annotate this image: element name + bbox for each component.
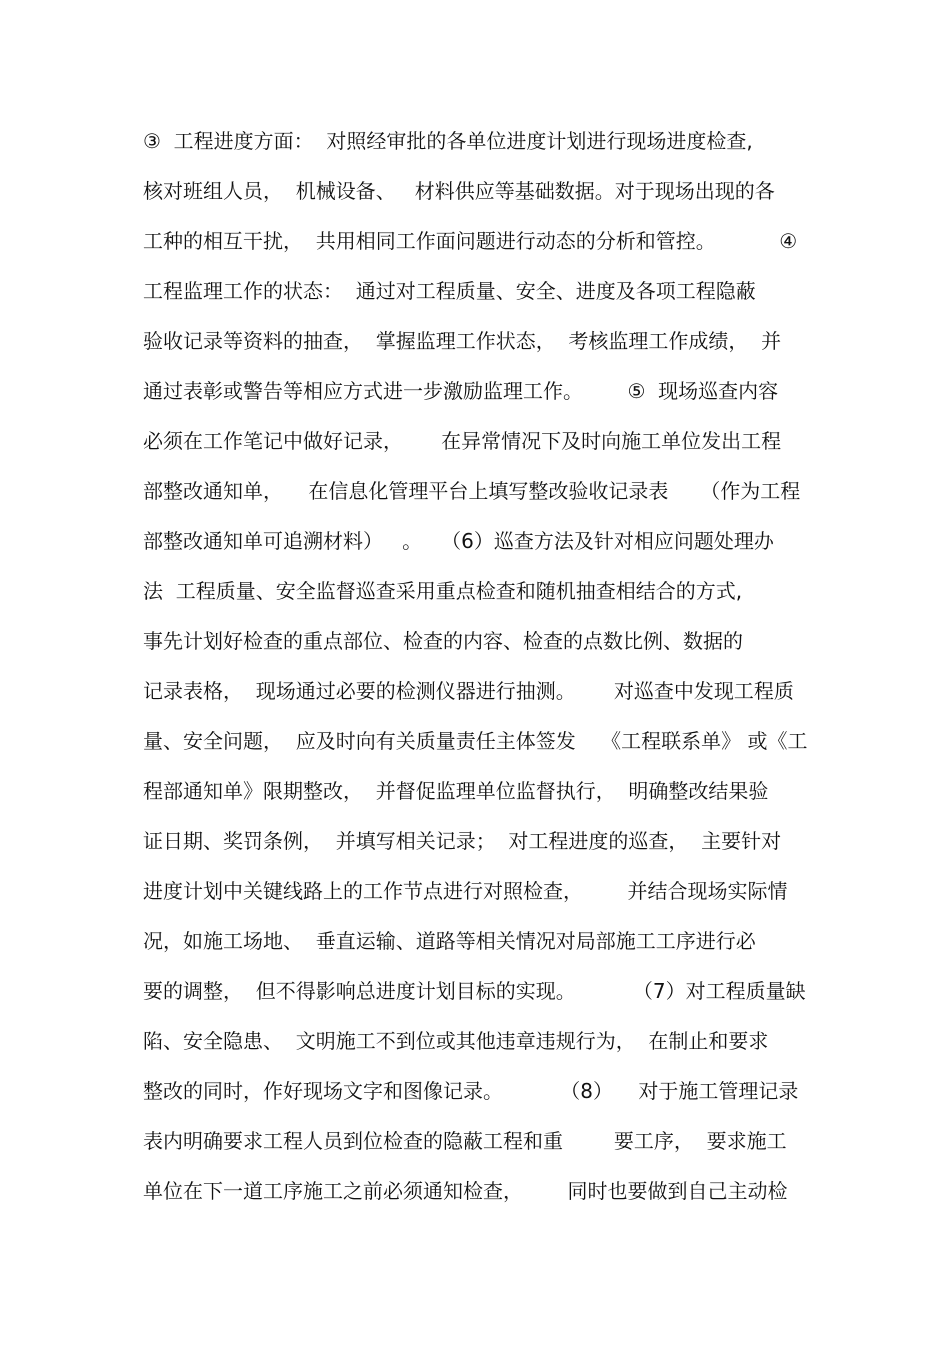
text-line: 部整改通知单， 在信息化管理平台上填写整改验收记录表 （作为工程 [143, 479, 801, 503]
text-line: 核对班组人员， 机械设备、 材料供应等基础数据。对于现场出现的各 [143, 179, 775, 203]
text-line: 整改的同时，作好现场文字和图像记录。 （8） 对于施工管理记录 [143, 1079, 799, 1103]
text-line: 法 工程质量、安全监督巡查采用重点检查和随机抽查相结合的方式, [143, 579, 743, 603]
text-line: ③ 工程进度方面： 对照经审批的各单位进度计划进行现场进度检查, [143, 129, 753, 153]
text-line: 部整改通知单可追溯材料） 。 （6）巡查方法及针对相应问题处理办 [143, 529, 774, 553]
text-line: 要的调整， 但不得影响总进度计划目标的实现。 （7）对工程质量缺 [143, 979, 806, 1003]
text-line: 通过表彰或警告等相应方式进一步激励监理工作。 ⑤ 现场巡查内容 [143, 379, 779, 403]
text-line: 工程监理工作的状态： 通过对工程质量、安全、进度及各项工程隐蔽 [143, 279, 756, 303]
text-line: 进度计划中关键线路上的工作节点进行对照检查， 并结合现场实际情 [143, 879, 788, 903]
text-line: 事先计划好检查的重点部位、检查的内容、检查的点数比例、数据的 [143, 629, 743, 653]
text-line: 工种的相互干扰， 共用相同工作面问题进行动态的分析和管控。 ④ [143, 229, 798, 253]
text-line: 验收记录等资料的抽查， 掌握监理工作状态， 考核监理工作成绩， 并 [143, 329, 782, 353]
text-line: 况，如施工场地、 垂直运输、道路等相关情况对局部施工工序进行必 [143, 929, 756, 953]
text-line: 证日期、奖罚条例， 并填写相关记录； 对工程进度的巡查， 主要针对 [143, 829, 782, 853]
text-line: 量、安全问题， 应及时向有关质量责任主体签发 《工程联系单》 或《工 [143, 729, 808, 753]
text-line: 必须在工作笔记中做好记录， 在异常情况下及时向施工单位发出工程 [143, 429, 782, 453]
text-line: 单位在下一道工序施工之前必须通知检查， 同时也要做到自己主动检 [143, 1179, 788, 1203]
text-line: 记录表格， 现场通过必要的检测仪器进行抽测。 对巡查中发现工程质 [143, 679, 794, 703]
text-line: 程部通知单》限期整改， 并督促监理单位监督执行， 明确整改结果验 [143, 779, 769, 803]
text-line: 表内明确要求工程人员到位检查的隐蔽工程和重 要工序， 要求施工 [143, 1129, 787, 1153]
text-line: 陷、安全隐患、 文明施工不到位或其他违章违规行为， 在制止和要求 [143, 1029, 769, 1053]
body-text [143, 122, 823, 1222]
